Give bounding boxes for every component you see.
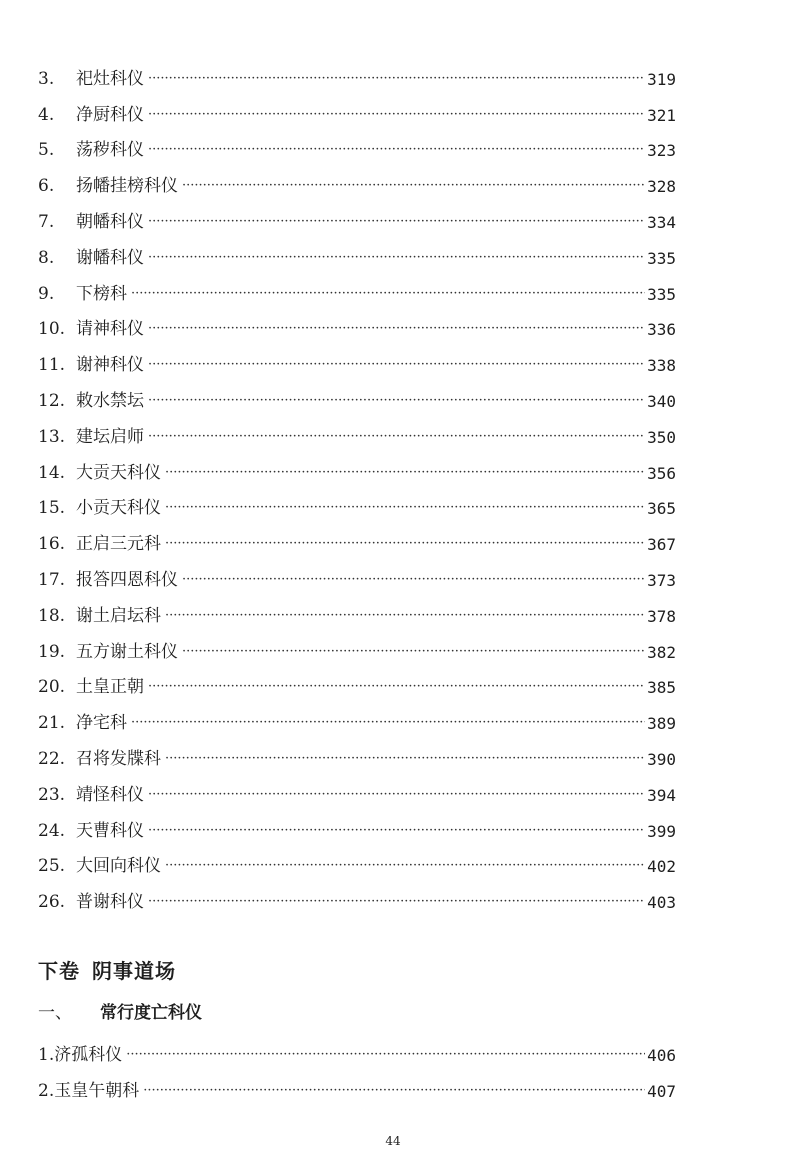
toc-entry <box>38 1028 676 1064</box>
toc-entry-number: 13. <box>38 426 66 447</box>
dot-leader <box>165 752 645 765</box>
toc-entry-number: 4. <box>38 104 55 125</box>
toc-entry <box>38 625 676 661</box>
toc-entry-page: 399 <box>647 821 676 841</box>
toc-entry-title: 土皇正朝 <box>76 677 144 698</box>
part-heading <box>38 955 176 984</box>
toc-entry <box>38 195 676 231</box>
toc-entry-title: 下榜科 <box>76 283 127 304</box>
toc-entry-page: 385 <box>647 678 676 698</box>
toc-entry-number: 25. <box>38 856 66 877</box>
toc-entry-title: 玉皇午朝科 <box>54 1080 140 1101</box>
dot-leader <box>165 859 645 872</box>
dot-leader <box>148 788 645 801</box>
toc-entry-page: 338 <box>647 356 676 376</box>
toc-entry-title: 谢幡科仪 <box>76 247 144 268</box>
toc-entry <box>38 52 676 88</box>
dot-leader <box>148 895 645 908</box>
toc-entry-title: 扬幡挂榜科仪 <box>76 176 178 197</box>
dot-leader <box>143 1084 645 1097</box>
toc-entry-page: 323 <box>647 141 676 161</box>
toc-entry-page: 406 <box>647 1045 676 1065</box>
toc-entry-number: 23. <box>38 784 66 805</box>
dot-leader <box>148 72 645 85</box>
dot-leader <box>182 645 645 658</box>
toc-entry <box>38 231 676 267</box>
dot-leader <box>148 215 645 228</box>
toc-entry-page: 403 <box>647 893 676 913</box>
dot-leader <box>126 1048 645 1061</box>
dot-leader <box>148 251 645 264</box>
section-heading <box>38 998 202 1023</box>
toc-entry-number: 26. <box>38 892 66 913</box>
toc-entry-title: 召将发牒科 <box>76 748 161 769</box>
page-number: 44 <box>385 1134 401 1148</box>
toc-entry-title: 正启三元科 <box>76 534 161 555</box>
toc-entry <box>38 804 676 840</box>
dot-leader <box>148 824 645 837</box>
part-label: 下卷 <box>38 959 80 983</box>
toc-entry-number: 17. <box>38 569 66 590</box>
toc-entry-number: 22. <box>38 748 66 769</box>
toc-entry-number: 11. <box>38 355 66 376</box>
dot-leader <box>148 322 645 335</box>
toc-entry-number: 6. <box>38 176 55 197</box>
toc-entry-page: 407 <box>647 1081 676 1101</box>
toc-entry-title: 靖怪科仪 <box>76 784 144 805</box>
section-title: 常行度亡科仪 <box>100 1003 202 1023</box>
toc-entry-page: 373 <box>647 570 676 590</box>
dot-leader <box>148 430 645 443</box>
toc-entry-page: 394 <box>647 785 676 805</box>
toc-entry-page: 340 <box>647 391 676 411</box>
dot-leader <box>131 716 645 729</box>
toc-entry-page: 378 <box>647 606 676 626</box>
toc-entry-title: 谢神科仪 <box>76 355 144 376</box>
toc-lower-list <box>38 1028 676 1100</box>
toc-entry <box>38 732 676 768</box>
toc-entry-number: 21. <box>38 713 66 734</box>
toc-entry-number: 19. <box>38 641 66 662</box>
toc-entry <box>38 696 676 732</box>
toc-entry-number: 8. <box>38 247 55 268</box>
toc-entry-number: 14. <box>38 462 66 483</box>
toc-entry-page: 389 <box>647 714 676 734</box>
toc-entry-title: 谢土启坛科 <box>76 605 161 626</box>
toc-entry-title: 敕水禁坛 <box>76 390 144 411</box>
toc-entry <box>38 303 676 339</box>
toc-entry-title: 济孤科仪 <box>54 1044 123 1065</box>
toc-entry-number: 7. <box>38 211 55 232</box>
toc-entry-title: 小贡天科仪 <box>76 498 161 519</box>
dot-leader <box>165 466 645 479</box>
toc-entry-title: 大回向科仪 <box>76 856 161 877</box>
toc-entry-number: 20. <box>38 677 66 698</box>
section-number: 一、 <box>38 1003 72 1023</box>
toc-entry-title: 荡秽科仪 <box>76 140 144 161</box>
toc-entry-number: 2. <box>38 1080 55 1101</box>
toc-entry-title: 建坛启师 <box>76 426 144 447</box>
toc-entry <box>38 410 676 446</box>
toc-entry-page: 356 <box>647 463 676 483</box>
toc-entry-page: 328 <box>647 177 676 197</box>
toc-entry-title: 报答四恩科仪 <box>76 569 178 590</box>
toc-entry-number: 9. <box>38 283 55 304</box>
toc-entry <box>38 589 676 625</box>
toc-entry <box>38 517 676 553</box>
dot-leader <box>182 179 645 192</box>
dot-leader <box>148 358 645 371</box>
dot-leader <box>148 143 645 156</box>
toc-entry-number: 15. <box>38 498 66 519</box>
dot-leader <box>165 609 645 622</box>
toc-entry-title: 祀灶科仪 <box>76 68 144 89</box>
toc-entry <box>38 768 676 804</box>
toc-entry-title: 净宅科 <box>76 713 127 734</box>
toc-entry-page: 319 <box>647 69 676 89</box>
toc-entry-page: 335 <box>647 284 676 304</box>
toc-entry-page: 350 <box>647 427 676 447</box>
toc-entry <box>38 1064 676 1100</box>
toc-entry-title: 净厨科仪 <box>76 104 144 125</box>
toc-entry-page: 321 <box>647 105 676 125</box>
toc-entry-title: 请神科仪 <box>76 319 144 340</box>
toc-entry-number: 5. <box>38 140 55 161</box>
toc-entry <box>38 88 676 124</box>
toc-entry <box>38 875 676 911</box>
toc-entry <box>38 661 676 697</box>
toc-entry-page: 390 <box>647 749 676 769</box>
dot-leader <box>165 501 645 514</box>
toc-entry-title: 普谢科仪 <box>76 892 144 913</box>
dot-leader <box>148 108 645 121</box>
toc-entry-page: 382 <box>647 642 676 662</box>
toc-entry-title: 朝幡科仪 <box>76 211 144 232</box>
toc-entry <box>38 267 676 303</box>
toc-entry-number: 18. <box>38 605 66 626</box>
toc-entry-page: 336 <box>647 320 676 340</box>
toc-entry-page: 402 <box>647 857 676 877</box>
toc-entry-title: 大贡天科仪 <box>76 462 161 483</box>
toc-entry-number: 10. <box>38 319 66 340</box>
toc-entry-page: 334 <box>647 212 676 232</box>
toc-entry <box>38 374 676 410</box>
toc-entry-number: 1. <box>38 1044 55 1065</box>
dot-leader <box>131 287 645 300</box>
toc-entry <box>38 840 676 876</box>
toc-entry <box>38 553 676 589</box>
toc-entry-number: 3. <box>38 68 55 89</box>
toc-entry <box>38 159 676 195</box>
toc-entry-page: 367 <box>647 535 676 555</box>
toc-entry <box>38 446 676 482</box>
dot-leader <box>182 573 645 586</box>
toc-entry <box>38 124 676 160</box>
toc-entry-number: 12. <box>38 390 66 411</box>
toc-entry-number: 24. <box>38 820 66 841</box>
part-title: 阴事道场 <box>92 959 176 983</box>
toc-entry <box>38 338 676 374</box>
dot-leader <box>165 537 645 550</box>
dot-leader <box>148 680 645 693</box>
toc-entry-page: 365 <box>647 499 676 519</box>
toc-entry-title: 天曹科仪 <box>76 820 144 841</box>
toc-entry-page: 335 <box>647 248 676 268</box>
toc-upper-list <box>38 52 676 911</box>
toc-entry-number: 16. <box>38 534 66 555</box>
toc-entry <box>38 482 676 518</box>
toc-entry-title: 五方谢土科仪 <box>76 641 178 662</box>
dot-leader <box>148 394 645 407</box>
